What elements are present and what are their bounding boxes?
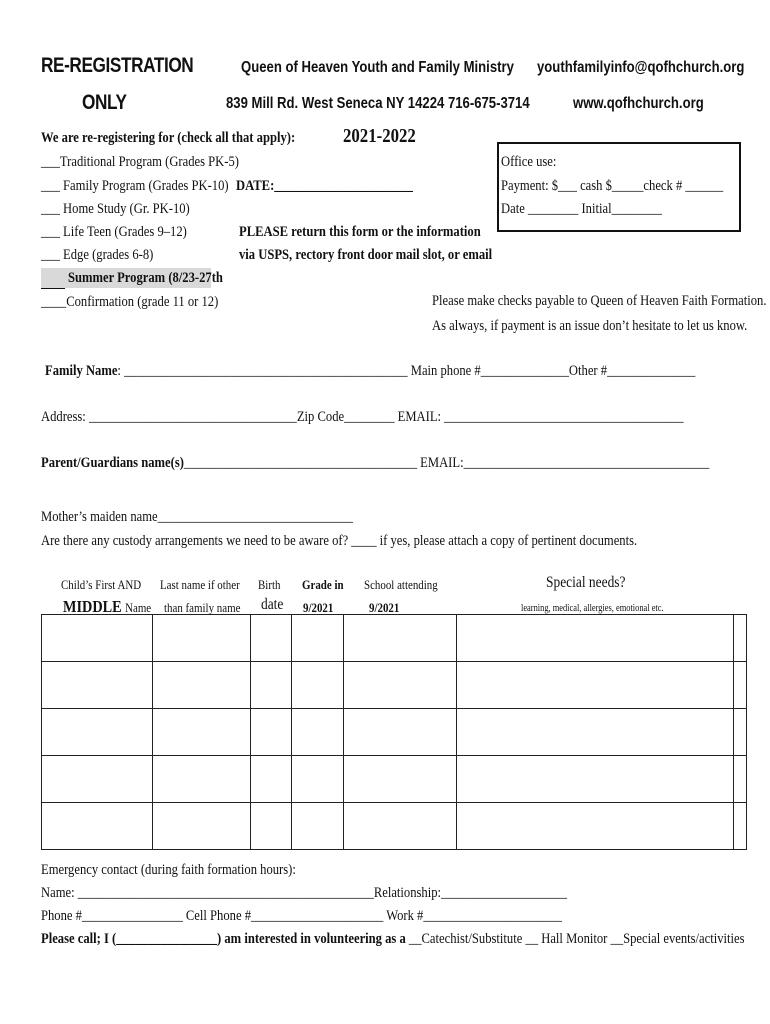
col-grade-line2: 9/2021 bbox=[303, 600, 334, 615]
office-date-line: Date ________ Initial________ bbox=[501, 201, 662, 217]
ministry-name: Queen of Heaven Youth and Family Ministry bbox=[241, 59, 514, 76]
address-row[interactable]: Address: _________________________________Zip Code________ EMAIL: ______________________________________ bbox=[41, 409, 684, 425]
cell-special-needs[interactable] bbox=[457, 709, 734, 756]
program-confirmation[interactable]: ____Confirmation (grade 11 or 12) bbox=[41, 294, 219, 310]
family-name-row[interactable] bbox=[45, 363, 695, 380]
cell-last-name[interactable] bbox=[152, 803, 250, 850]
col-last-name-line2: than family name bbox=[164, 600, 241, 615]
summer-program-blank[interactable] bbox=[41, 288, 65, 289]
school-year: 2021-2022 bbox=[343, 125, 416, 147]
emergency-name-row[interactable]: Name: _______________________________________________Relationship:____________________ bbox=[41, 885, 568, 901]
cell-last-name[interactable] bbox=[152, 615, 250, 662]
cell-child-name[interactable] bbox=[42, 662, 153, 709]
office-payment-line: Payment: $___ cash $_____check # ______ bbox=[501, 178, 724, 194]
program-traditional[interactable]: ___Traditional Program (Grades PK-5) bbox=[41, 154, 239, 170]
cell-last-name[interactable] bbox=[152, 756, 250, 803]
program-edge[interactable]: ___ Edge (grades 6-8) bbox=[41, 247, 154, 263]
table-row bbox=[42, 803, 747, 850]
col-birth-line1: Birth bbox=[258, 577, 281, 592]
cell-extra bbox=[733, 662, 746, 709]
cell-special-needs[interactable] bbox=[457, 615, 734, 662]
cell-extra bbox=[733, 756, 746, 803]
ministry-website: www.qofhchurch.org bbox=[573, 95, 704, 112]
cell-grade[interactable] bbox=[291, 662, 343, 709]
emergency-phone-row[interactable]: Phone #________________ Cell Phone #_____________________ Work #______________________ bbox=[41, 908, 562, 924]
custody-question[interactable]: Are there any custody arrangements we need to be aware of? ____ if yes, please attach a copy of pertinent documents. bbox=[41, 533, 638, 549]
cell-school[interactable] bbox=[343, 756, 457, 803]
return-instructions-1: PLEASE return this form or the information bbox=[239, 224, 481, 240]
programs-intro: We are re-registering for (check all that apply): bbox=[41, 130, 296, 146]
cell-extra bbox=[733, 803, 746, 850]
program-life-teen[interactable]: ___ Life Teen (Grades 9–12) bbox=[41, 224, 187, 240]
col-child-name-word: Name bbox=[125, 600, 152, 615]
cell-school[interactable] bbox=[343, 662, 457, 709]
ministry-email: youthfamilyinfo@qofhchurch.org bbox=[537, 59, 745, 76]
emergency-title: Emergency contact (during faith formation hours): bbox=[41, 862, 296, 878]
guardians-row[interactable] bbox=[41, 455, 709, 472]
cell-last-name[interactable] bbox=[152, 709, 250, 756]
col-child-name-header bbox=[61, 577, 141, 593]
cell-birth-date[interactable] bbox=[250, 662, 291, 709]
table-row bbox=[42, 615, 747, 662]
program-home-study[interactable]: ___ Home Study (Gr. PK-10) bbox=[41, 201, 190, 217]
guardians-email-blanks[interactable]: _____________________________________ EMAIL:_______________________________________ bbox=[183, 455, 710, 471]
form-title-line1: RE-REGISTRATION bbox=[41, 54, 194, 77]
cell-special-needs[interactable] bbox=[457, 803, 734, 850]
volunteer-options[interactable]: __Catechist/Substitute __ Hall Monitor __Special events/activities bbox=[405, 931, 745, 947]
cell-grade[interactable] bbox=[291, 756, 343, 803]
col-birth-line2: date bbox=[261, 596, 284, 613]
col-last-name-line1: Last name if other bbox=[160, 577, 240, 592]
cell-birth-date[interactable] bbox=[250, 615, 291, 662]
cell-extra bbox=[733, 615, 746, 662]
col-special-needs-line2: learning, medical, allergies, emotional etc. bbox=[521, 603, 664, 614]
family-name-label: Family Name bbox=[45, 363, 118, 379]
col-grade-line1: Grade in bbox=[302, 577, 344, 592]
cell-school[interactable] bbox=[343, 709, 457, 756]
table-row bbox=[42, 709, 747, 756]
cell-birth-date[interactable] bbox=[250, 709, 291, 756]
cell-extra bbox=[733, 709, 746, 756]
checks-note-2: As always, if payment is an issue don’t hesitate to let us know. bbox=[432, 318, 748, 334]
cell-school[interactable] bbox=[343, 615, 457, 662]
program-family[interactable]: ___ Family Program (Grades PK-10) bbox=[41, 178, 229, 194]
volunteer-prompt: Please call; I (________________) am interested in volunteering as a bbox=[41, 931, 406, 947]
cell-child-name[interactable] bbox=[42, 709, 153, 756]
return-instructions-2: via USPS, rectory front door mail slot, or email bbox=[239, 247, 493, 263]
cell-last-name[interactable] bbox=[152, 662, 250, 709]
office-use-box bbox=[497, 142, 741, 232]
guardians-label: Parent/Guardians name(s) bbox=[41, 455, 184, 471]
volunteer-row[interactable] bbox=[41, 931, 745, 948]
cell-special-needs[interactable] bbox=[457, 662, 734, 709]
program-summer[interactable]: Summer Program (8/23-27th bbox=[68, 270, 223, 286]
cell-child-name[interactable] bbox=[42, 615, 153, 662]
cell-child-name[interactable] bbox=[42, 756, 153, 803]
col-school-line1: School attending bbox=[364, 577, 438, 592]
cell-grade[interactable] bbox=[291, 803, 343, 850]
maiden-name-field[interactable]: Mother’s maiden name_______________________________ bbox=[41, 509, 353, 525]
table-row bbox=[42, 662, 747, 709]
form-title-line2: ONLY bbox=[82, 91, 127, 114]
children-table bbox=[41, 614, 747, 850]
cell-grade[interactable] bbox=[291, 709, 343, 756]
office-use-title: Office use: bbox=[501, 154, 557, 170]
cell-birth-date[interactable] bbox=[250, 803, 291, 850]
cell-school[interactable] bbox=[343, 803, 457, 850]
ministry-address: 839 Mill Rd. West Seneca NY 14224 716-675-3714 bbox=[226, 95, 530, 112]
col-school-line2: 9/2021 bbox=[369, 600, 400, 615]
checks-note-1: Please make checks payable to Queen of Heaven Faith Formation. bbox=[432, 293, 767, 309]
date-field[interactable]: DATE:______________________ bbox=[236, 178, 413, 194]
col-special-needs-line1: Special needs? bbox=[546, 574, 626, 591]
col-child-name-line1: Child’s First AND bbox=[61, 577, 142, 592]
cell-child-name[interactable] bbox=[42, 803, 153, 850]
cell-birth-date[interactable] bbox=[250, 756, 291, 803]
family-name-phone-blanks[interactable]: : _____________________________________________ Main phone #______________Other #______________ bbox=[117, 363, 696, 379]
cell-special-needs[interactable] bbox=[457, 756, 734, 803]
table-row bbox=[42, 756, 747, 803]
col-child-middle: MIDDLE bbox=[63, 597, 122, 616]
cell-grade[interactable] bbox=[291, 615, 343, 662]
